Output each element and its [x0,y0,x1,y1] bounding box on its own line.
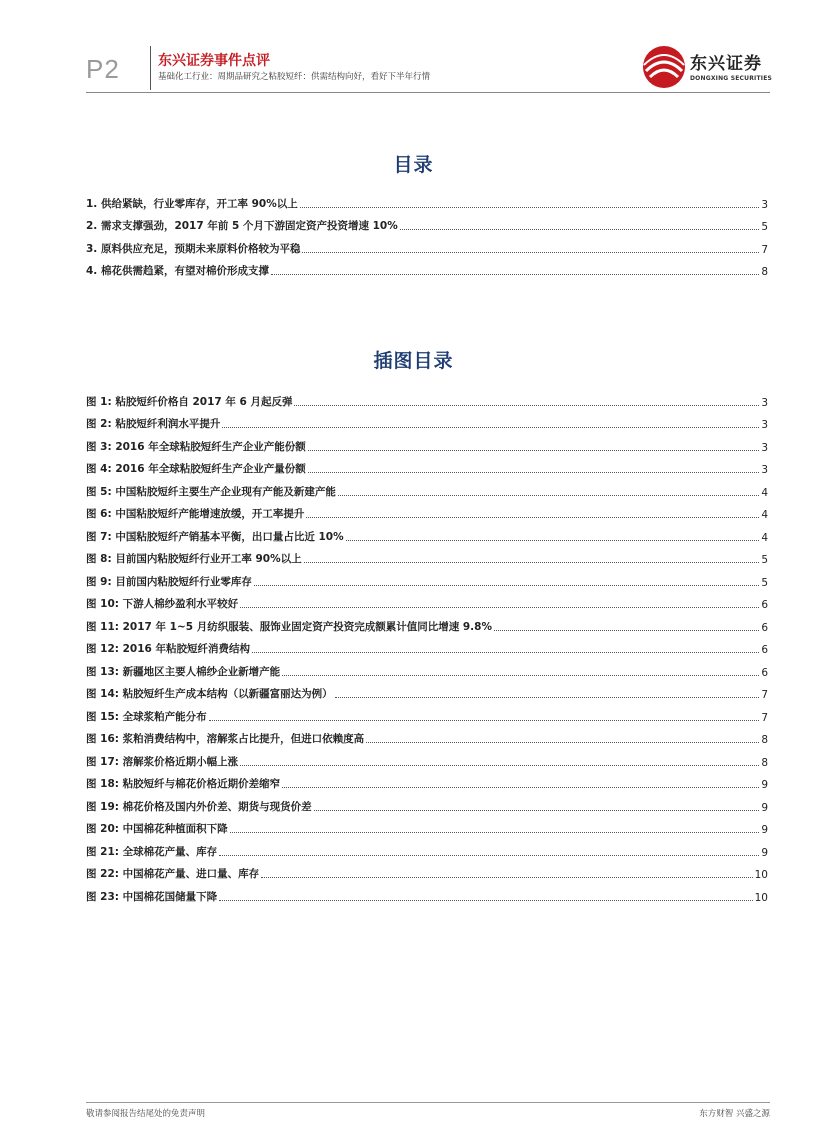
toc-entry-page: 8 [761,266,768,278]
figure-entry-page: 3 [761,396,768,409]
figure-entry[interactable] [86,656,768,679]
figure-entry-page: 8 [761,734,768,746]
dot-leader [230,831,760,833]
dot-leader [314,809,760,811]
figure-entry-text: 图 19: 棉花价格及国内外价差、期货与现货价差 [86,800,312,813]
figure-entry-text: 图 5: 中国粘胶短纤主要生产企业现有产能及新建产能 [86,485,336,498]
dot-leader [300,206,760,208]
figure-entry-text: 图 6: 中国粘胶短纤产能增速放缓，开工率提升 [86,508,305,520]
toc-entry-text: 2. 需求支撑强劲，2017 年前 5 个月下游固定资产投资增速 10% [86,220,398,232]
dot-leader [219,854,759,856]
figure-entry[interactable] [86,791,768,814]
figure-entry-text: 图 8: 目前国内粘胶短纤行业开工率 90%以上 [86,553,302,565]
figure-entry-text: 图 23: 中国棉花国储量下降 [86,890,218,903]
dot-leader [252,651,759,653]
figure-entry[interactable] [86,611,768,634]
toc-entry-page: 7 [761,243,768,256]
toc-title: 目录 [393,154,434,176]
figure-entry-text: 图 18: 粘胶短纤与棉花价格近期价差缩窄 [86,778,281,790]
figure-entry-page: 6 [761,599,768,611]
figure-entry-text: 图 7: 中国粘胶短纤产销基本平衡，出口量占比近 10% [86,530,344,543]
logo-text-cn: 东兴证券 [690,54,762,74]
figure-entry[interactable] [86,836,768,859]
toc-entry-page: 5 [761,221,768,233]
toc-entry-page: 3 [761,198,768,211]
figure-entry-page: 3 [761,419,768,431]
figure-entry-page: 6 [761,644,768,656]
dot-leader [335,696,760,698]
dot-leader [282,674,759,676]
dot-leader [261,876,753,878]
dot-leader [308,449,760,451]
figure-entry[interactable] [86,521,768,544]
figure-entry-text: 图 13: 新疆地区主要人棉纱企业新增产能 [86,665,281,678]
figure-entry-text: 图 17: 溶解浆价格近期小幅上涨 [86,755,239,768]
toc-entry-text: 4. 棉花供需趋紧，有望对棉价形成支撑 [86,265,269,277]
figure-entry-page: 6 [761,666,768,679]
header-rule [86,92,770,93]
figure-entry[interactable] [86,454,768,477]
figure-entry[interactable] [86,499,768,522]
toc-list [86,188,768,278]
figure-entry-text: 图 20: 中国棉花种植面积下降 [86,823,228,835]
figures-list [86,386,768,904]
dot-leader [240,606,759,608]
figure-entry-text: 图 10: 下游人棉纱盈利水平较好 [86,598,239,610]
dot-leader [254,584,759,586]
figure-entry-page: 3 [761,441,768,454]
figure-entry-page: 10 [754,869,768,881]
figure-entry-page: 3 [761,464,768,476]
figure-entry-text: 图 12: 2016 年粘胶短纤消费结构 [86,643,251,655]
toc-entry-text: 1. 供给紧缺，行业零库存，开工率 90%以上 [86,197,298,210]
page-number: P2 [86,54,120,84]
dot-leader [400,228,760,230]
toc-entry[interactable] [86,211,768,234]
figure-entry-text: 图 1: 粘胶短纤价格自 2017 年 6 月起反弹 [86,395,293,408]
dot-leader [366,741,759,743]
figure-entry[interactable] [86,701,768,724]
footer-disclaimer: 敬请参阅报告结尾处的免责声明 [86,1109,206,1119]
toc-entry[interactable] [86,188,768,211]
figure-entry-text: 图 3: 2016 年全球粘胶短纤生产企业产能份额 [86,440,306,453]
report-subtitle: 基础化工行业：周期品研究之粘胶短纤：供需结构向好，看好下半年行情 [158,72,431,82]
dot-leader [494,629,759,631]
figure-entry-text: 图 2: 粘胶短纤利润水平提升 [86,418,221,430]
logo-text-en: DONGXING SECURITIES [690,75,773,82]
figure-entry[interactable] [86,881,768,904]
figure-entry-page: 10 [754,891,768,904]
toc-entry-text: 3. 原料供应充足，预期未来原料价格较为平稳 [86,242,301,255]
footer-slogan: 东方财智 兴盛之源 [699,1109,770,1119]
figure-entry[interactable] [86,566,768,589]
figure-entry[interactable] [86,431,768,454]
dot-leader [346,539,760,541]
dot-leader [240,764,759,766]
dot-leader [294,404,759,406]
figure-entry-page: 7 [761,689,768,701]
dot-leader [338,494,759,496]
dot-leader [282,786,759,788]
figure-entry-page: 9 [761,801,768,814]
figure-entry-text: 图 4: 2016 年全球粘胶短纤生产企业产量份额 [86,463,306,475]
figure-entry-text: 图 15: 全球浆粕产能分布 [86,710,207,723]
figure-entry-text: 图 22: 中国棉花产量、进口量、库存 [86,868,260,880]
footer-rule [86,1102,770,1103]
figure-entry[interactable] [86,859,768,882]
figure-entry[interactable] [86,589,768,612]
figure-entry-text: 图 9: 目前国内粘胶短纤行业零库存 [86,575,252,588]
page-header [0,0,827,100]
figure-entry[interactable] [86,679,768,702]
figure-entry-text: 图 11: 2017 年 1~5 月纺织服装、服饰业固定资产投资完成额累计值同比增速 9.8% [86,620,492,633]
dot-leader [304,561,760,563]
figure-entry[interactable] [86,476,768,499]
dot-leader [306,516,759,518]
figure-entry[interactable] [86,769,768,792]
dot-leader [222,426,759,428]
figure-entry-page: 7 [761,711,768,724]
figure-entry[interactable] [86,409,768,432]
figure-entry[interactable] [86,634,768,657]
figure-entry[interactable] [86,544,768,567]
figure-entry-page: 9 [761,779,768,791]
header-divider [150,46,151,90]
figure-entry-page: 6 [761,621,768,634]
figure-entry-page: 9 [761,824,768,836]
figure-entry[interactable] [86,746,768,769]
figure-entry-text: 图 16: 浆粕消费结构中，溶解浆占比提升，但进口依赖度高 [86,733,365,745]
figure-entry-page: 9 [761,846,768,859]
figure-entry-page: 8 [761,756,768,769]
dot-leader [209,719,760,721]
figure-entry-text: 图 21: 全球棉花产量、库存 [86,845,218,858]
figure-entry-page: 5 [761,576,768,589]
figures-title: 插图目录 [373,350,454,372]
toc-entry[interactable] [86,233,768,256]
dot-leader [219,899,753,901]
figure-entry-text: 图 14: 粘胶短纤生产成本结构（以新疆富丽达为例） [86,688,333,700]
company-logo [638,45,778,91]
dot-leader [302,251,759,253]
dot-leader [308,471,760,473]
figure-entry-page: 4 [761,486,768,499]
figure-entry-page: 5 [761,554,768,566]
figure-entry-page: 4 [761,509,768,521]
figure-entry[interactable] [86,814,768,837]
logo-mark-icon [642,45,686,89]
figure-entry[interactable] [86,386,768,409]
dot-leader [271,273,759,275]
report-type: 东兴证券事件点评 [158,53,270,69]
figure-entry[interactable] [86,724,768,747]
figure-entry-page: 4 [761,531,768,544]
toc-entry[interactable] [86,256,768,279]
